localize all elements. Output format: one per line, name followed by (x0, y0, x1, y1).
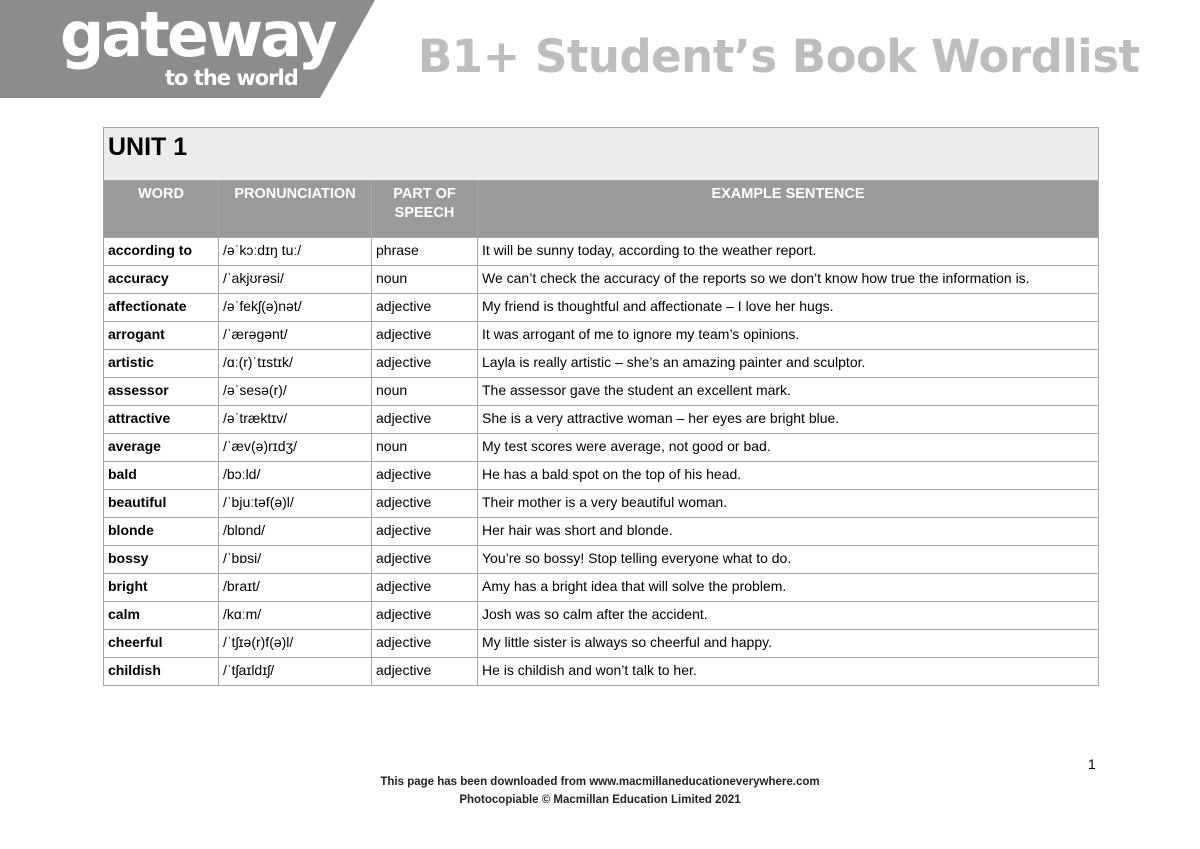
cell-pronunciation: /bɔːld/ (219, 462, 372, 490)
table-row (104, 266, 1099, 294)
cell-part-of-speech: adjective (372, 630, 478, 658)
cell-example-sentence: You’re so bossy! Stop telling everyone what to do. (478, 546, 1099, 574)
table-row (104, 462, 1099, 490)
cell-part-of-speech: adjective (372, 658, 478, 686)
cell-pronunciation: /ˈakjʊrəsi/ (219, 266, 372, 294)
cell-part-of-speech: adjective (372, 350, 478, 378)
cell-word: blonde (104, 518, 219, 546)
table-row (104, 294, 1099, 322)
table-row (104, 574, 1099, 602)
column-header-example-sentence: EXAMPLE SENTENCE (478, 181, 1099, 238)
cell-word: bald (104, 462, 219, 490)
cell-pronunciation: /əˈfekʃ(ə)nət/ (219, 294, 372, 322)
cell-pronunciation: /ˈtʃaɪldɪʃ/ (219, 658, 372, 686)
cell-part-of-speech: adjective (372, 294, 478, 322)
cell-part-of-speech: noun (372, 434, 478, 462)
cell-part-of-speech: noun (372, 378, 478, 406)
column-header-pronunciation: PRONUNCIATION (219, 181, 372, 238)
cell-word: according to (104, 238, 219, 266)
cell-word: cheerful (104, 630, 219, 658)
cell-word: bright (104, 574, 219, 602)
cell-example-sentence: She is a very attractive woman – her eyes are bright blue. (478, 406, 1099, 434)
column-header-word: WORD (104, 181, 219, 238)
cell-word: artistic (104, 350, 219, 378)
cell-pronunciation: /əˈsesə(r)/ (219, 378, 372, 406)
cell-example-sentence: He has a bald spot on the top of his head. (478, 462, 1099, 490)
cell-example-sentence: Layla is really artistic – she’s an amazing painter and sculptor. (478, 350, 1099, 378)
table-row (104, 630, 1099, 658)
cell-part-of-speech: adjective (372, 322, 478, 350)
footer-copyright: Photocopiable © Macmillan Education Limited 2021 (459, 794, 741, 806)
cell-example-sentence: Their mother is a very beautiful woman. (478, 490, 1099, 518)
cell-pronunciation: /əˈkɔːdɪŋ tuː/ (219, 238, 372, 266)
table-header-row (104, 181, 1099, 238)
cell-example-sentence: Her hair was short and blonde. (478, 518, 1099, 546)
table-row (104, 350, 1099, 378)
cell-example-sentence: My test scores were average, not good or bad. (478, 434, 1099, 462)
table-row (104, 518, 1099, 546)
cell-example-sentence: It was arrogant of me to ignore my team’s opinions. (478, 322, 1099, 350)
table-row (104, 434, 1099, 462)
table-row (104, 602, 1099, 630)
cell-part-of-speech: adjective (372, 518, 478, 546)
table-row (104, 378, 1099, 406)
cell-part-of-speech: phrase (372, 238, 478, 266)
table-row (104, 658, 1099, 686)
cell-word: accuracy (104, 266, 219, 294)
cell-pronunciation: /ˈæv(ə)rɪdʒ/ (219, 434, 372, 462)
table-row (104, 490, 1099, 518)
cell-pronunciation: /braɪt/ (219, 574, 372, 602)
cell-word: arrogant (104, 322, 219, 350)
cell-word: bossy (104, 546, 219, 574)
cell-word: calm (104, 602, 219, 630)
column-header-part-of-speech: PART OF SPEECH (372, 181, 478, 238)
cell-example-sentence: My little sister is always so cheerful and happy. (478, 630, 1099, 658)
cell-word: assessor (104, 378, 219, 406)
cell-part-of-speech: adjective (372, 546, 478, 574)
table-body (104, 238, 1099, 686)
logo-wordmark: gateway (60, 0, 335, 71)
cell-example-sentence: My friend is thoughtful and affectionate – I love her hugs. (478, 294, 1099, 322)
table-row (104, 322, 1099, 350)
cell-word: affectionate (104, 294, 219, 322)
cell-pronunciation: /ˈtʃɪə(r)f(ə)l/ (219, 630, 372, 658)
wordlist-table (103, 127, 1099, 686)
cell-example-sentence: We can’t check the accuracy of the reports so we don’t know how true the information is. (478, 266, 1099, 294)
logo-tagline: to the world (165, 66, 298, 90)
cell-pronunciation: /ˈærəgənt/ (219, 322, 372, 350)
cell-pronunciation: /ˈbjuːtəf(ə)l/ (219, 490, 372, 518)
cell-pronunciation: /ɑː(r)ˈtɪstɪk/ (219, 350, 372, 378)
unit-heading: UNIT 1 (104, 128, 1099, 181)
cell-pronunciation: /kɑːm/ (219, 602, 372, 630)
cell-word: childish (104, 658, 219, 686)
cell-part-of-speech: adjective (372, 574, 478, 602)
cell-example-sentence: He is childish and won’t talk to her. (478, 658, 1099, 686)
cell-part-of-speech: adjective (372, 406, 478, 434)
cell-part-of-speech: adjective (372, 602, 478, 630)
cell-pronunciation: /əˈtræktɪv/ (219, 406, 372, 434)
table-row (104, 406, 1099, 434)
table-row (104, 238, 1099, 266)
page-title: B1+ Student’s Book Wordlist (418, 30, 1140, 83)
cell-example-sentence: Amy has a bright idea that will solve the problem. (478, 574, 1099, 602)
logo (0, 0, 375, 98)
footer-download-note: This page has been downloaded from www.macmillaneducationeverywhere.com (380, 776, 820, 788)
table-row (104, 546, 1099, 574)
cell-word: beautiful (104, 490, 219, 518)
cell-example-sentence: Josh was so calm after the accident. (478, 602, 1099, 630)
cell-part-of-speech: adjective (372, 462, 478, 490)
cell-word: average (104, 434, 219, 462)
page-number: 1 (1088, 756, 1096, 772)
cell-part-of-speech: adjective (372, 490, 478, 518)
cell-word: attractive (104, 406, 219, 434)
cell-example-sentence: It will be sunny today, according to the weather report. (478, 238, 1099, 266)
cell-pronunciation: /ˈbɒsi/ (219, 546, 372, 574)
cell-example-sentence: The assessor gave the student an excellent mark. (478, 378, 1099, 406)
cell-pronunciation: /blɒnd/ (219, 518, 372, 546)
cell-part-of-speech: noun (372, 266, 478, 294)
